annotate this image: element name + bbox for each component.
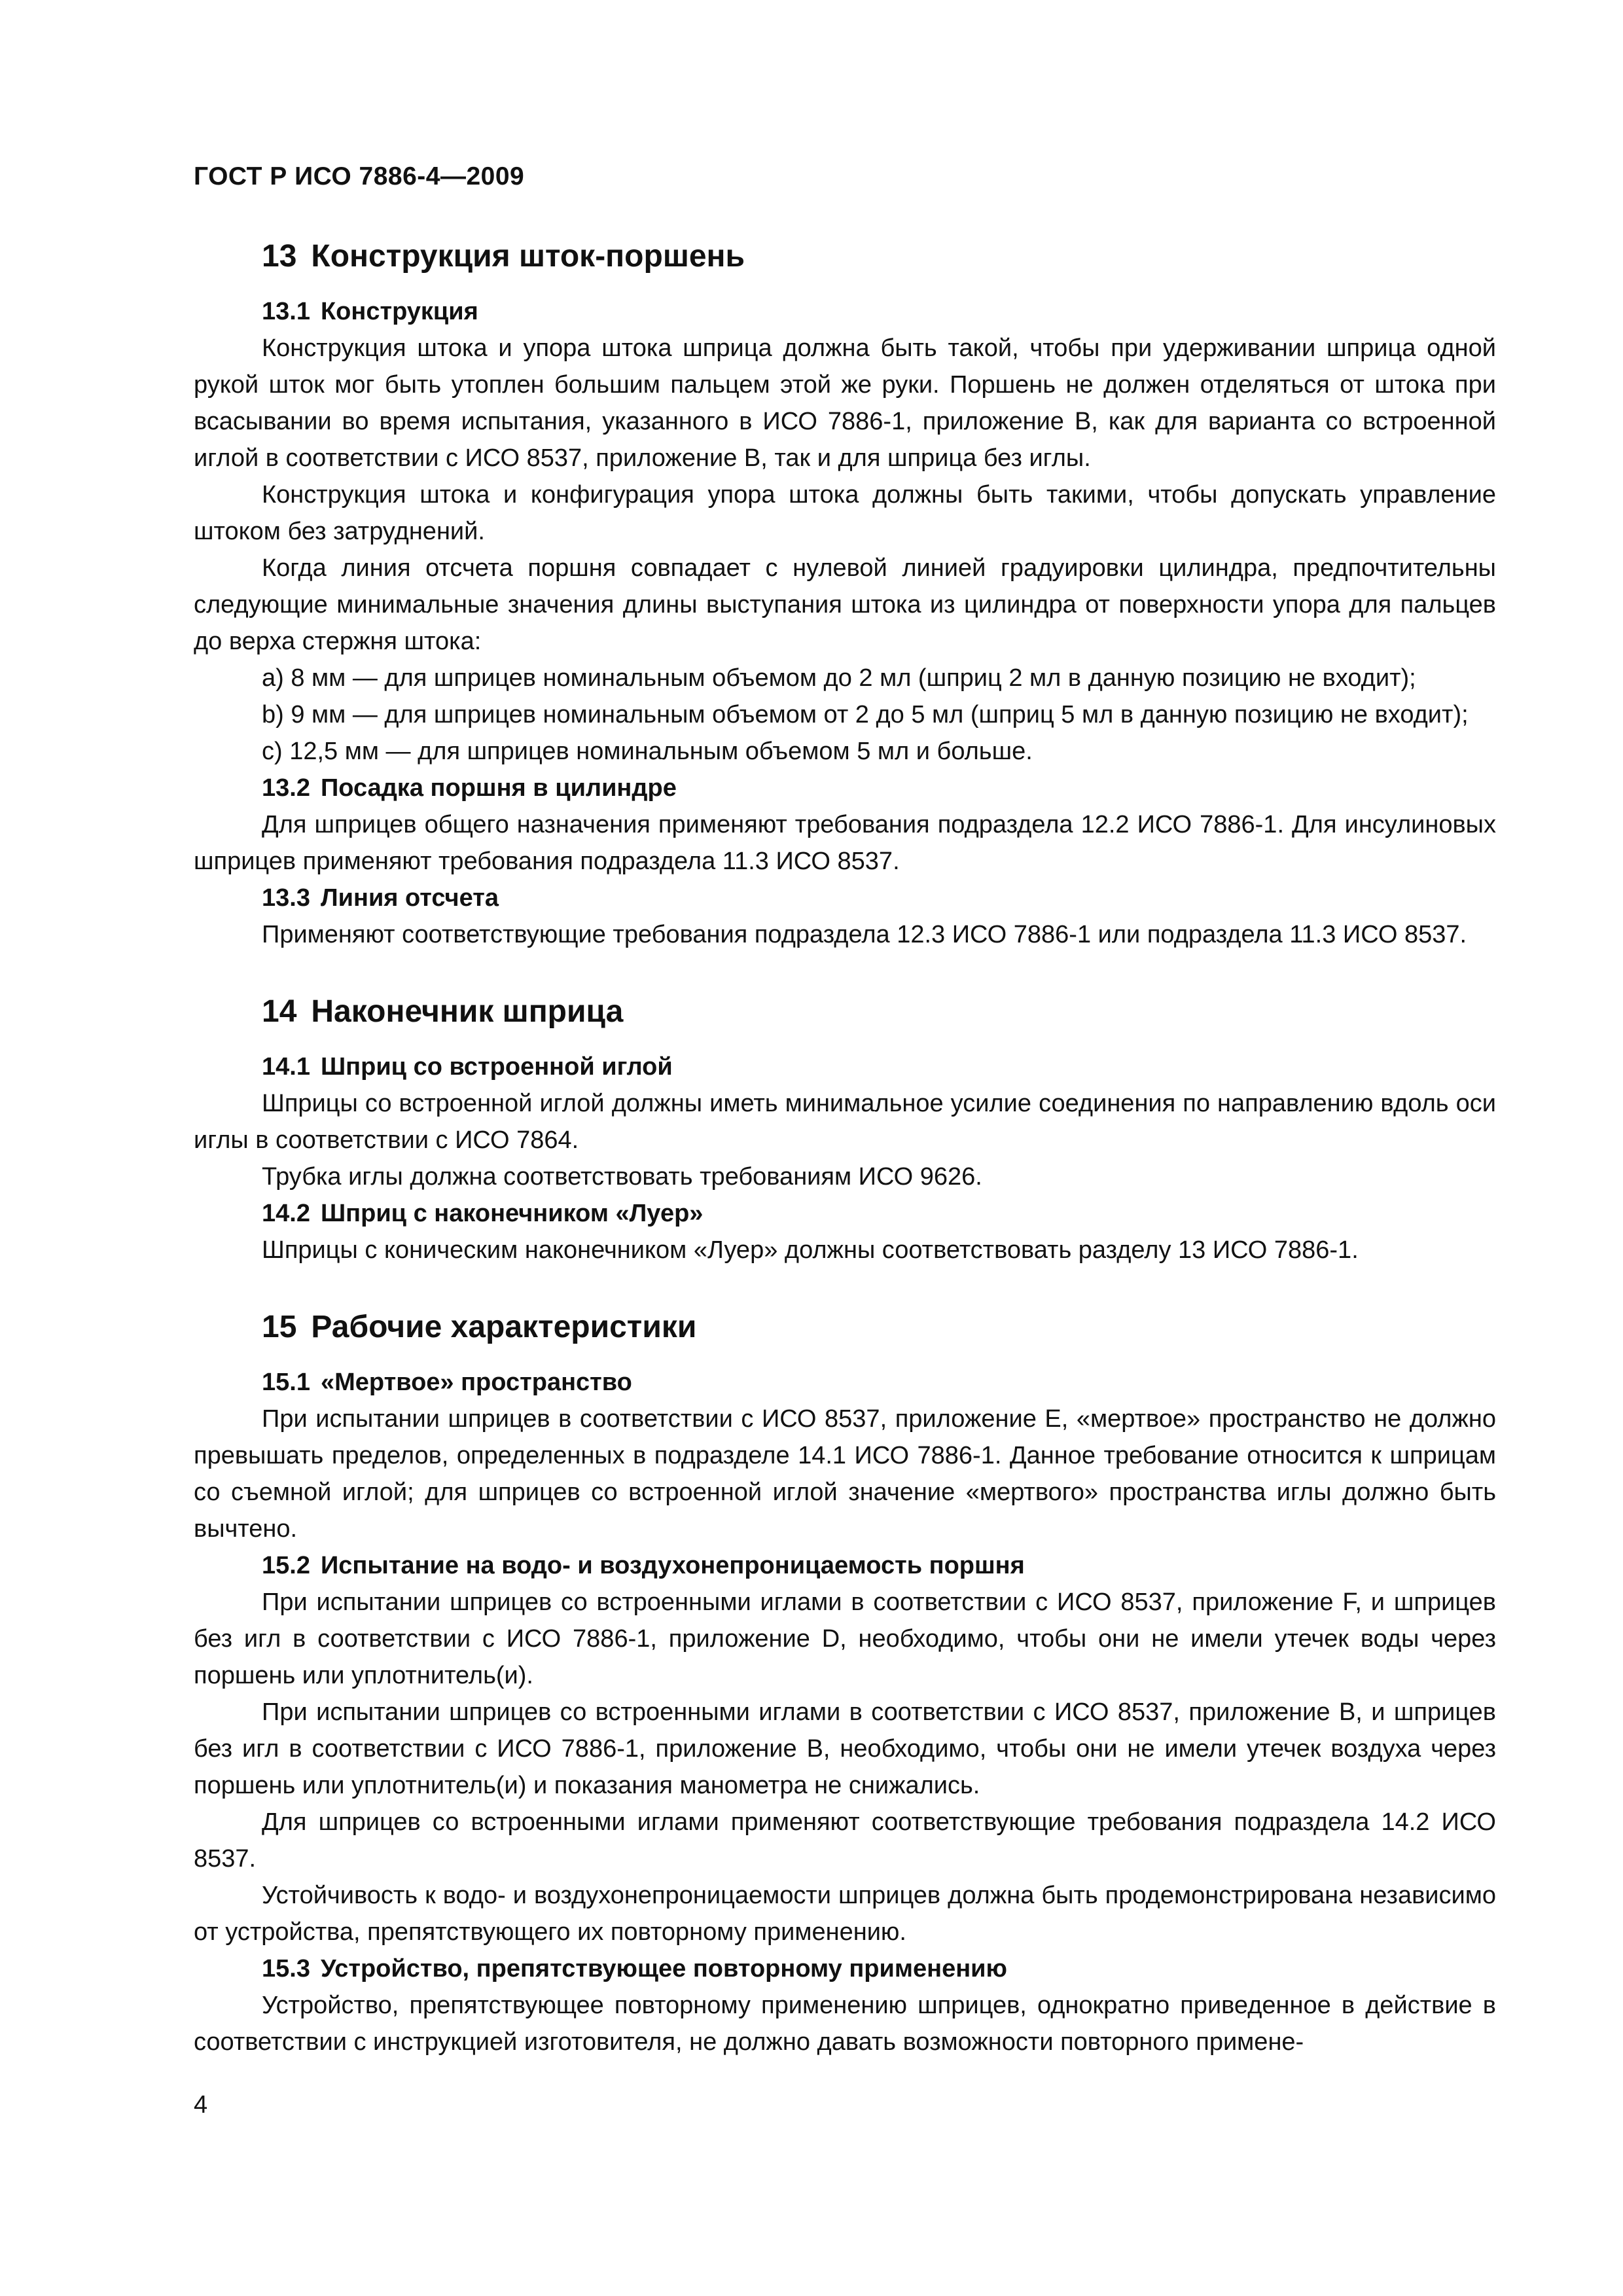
subsection-15-1-title	[194, 1364, 1496, 1401]
section-number: 15	[262, 1310, 297, 1344]
section-13-title	[194, 236, 1496, 278]
section-number: 14	[262, 994, 297, 1029]
section-15-title	[194, 1306, 1496, 1348]
paragraph: Шприцы с коническим наконечником «Луер» должны соответствовать разделу 13 ИСО 7886-1.	[262, 1236, 1359, 1264]
subsection-title-text: Шприц со встроенной иглой	[320, 1053, 673, 1081]
subsection-title-text: Конструкция	[320, 298, 478, 325]
subsection-number: 13.2	[262, 774, 310, 802]
page-number: 4	[194, 2091, 208, 2119]
list-item-c: c) 12,5 мм — для шприцев номинальным объемом 5 мл и больше.	[262, 738, 1033, 765]
paragraph: При испытании шприцев в соответствии с ИСО 8537, приложение Е, «мертвое» пространство не должно превышать пределов, определенных в подразделе 14.1 ИСО 7886-1. Данное требование относится к шприцам со съемной иглой; для шприцев со встроенной иглой значение «мертвого» пространства иглы должно быть вычтено.	[194, 1405, 1496, 1543]
subsection-number: 13.1	[262, 298, 310, 325]
subsection-14-1-title	[194, 1049, 1496, 1085]
section-title-text: Конструкция шток-поршень	[311, 239, 745, 274]
section-title-text: Рабочие характеристики	[311, 1310, 697, 1344]
paragraph: Для шприцев со встроенными иглами применяют соответствующие требования подраздела 14.2 ИСО 8537.	[194, 1808, 1496, 1873]
subsection-15-2-title	[194, 1547, 1496, 1584]
paragraph: Применяют соответствующие требования подраздела 12.3 ИСО 7886-1 или подраздела 11.3 ИСО 8537.	[262, 921, 1467, 948]
section-14-title	[194, 991, 1496, 1033]
list-item-a: a) 8 мм — для шприцев номинальным объемом до 2 мл (шприц 2 мл в данную позицию не входит);	[262, 664, 1416, 692]
subsection-title-text: Линия отсчета	[320, 884, 499, 912]
subsection-title-text: Испытание на водо- и воздухонепроницаемость поршня	[320, 1552, 1025, 1579]
subsection-number: 15.3	[262, 1955, 310, 1982]
subsection-number: 13.3	[262, 884, 310, 912]
paragraph: Трубка иглы должна соответствовать требованиям ИСО 9626.	[262, 1163, 982, 1191]
subsection-number: 15.1	[262, 1369, 310, 1396]
subsection-title-text: Шприц с наконечником «Луер»	[320, 1200, 704, 1227]
paragraph: Для шприцев общего назначения применяют требования подраздела 12.2 ИСО 7886-1. Для инсулиновых шприцев применяют требования подраздела 11.3 ИСО 8537.	[194, 811, 1496, 875]
page-content	[194, 236, 1496, 2060]
paragraph: При испытании шприцев со встроенными иглами в соответствии с ИСО 8537, приложение F, и шприцев без игл в соответствии с ИСО 7886-1, приложение D, необходимо, чтобы они не имели утечек воды через поршень или уплотнитель(и).	[194, 1588, 1496, 1689]
subsection-title-text: Посадка поршня в цилиндре	[320, 774, 677, 802]
section-number: 13	[262, 239, 297, 274]
paragraph: Шприцы со встроенной иглой должны иметь минимальное усилие соединения по направлению вдоль оси иглы в соответствии с ИСО 7864.	[194, 1090, 1496, 1154]
subsection-title-text: Устройство, препятствующее повторному применению	[320, 1955, 1007, 1982]
paragraph: Конструкция штока и упора штока шприца должна быть такой, чтобы при удерживании шприца одной рукой шток мог быть утоплен большим пальцем этой же руки. Поршень не должен отделяться от штока при всасывании во время испытания, указанного в ИСО 7886-1, приложение В, как для варианта со встроенной иглой в соответствии с ИСО 8537, приложение В, так и для шприца без иглы.	[194, 334, 1496, 472]
subsection-number: 14.1	[262, 1053, 310, 1081]
paragraph: Устройство, препятствующее повторному применению шприцев, однократно приведенное в действие в соответствии с инструкцией изготовителя, не должно давать возможности повторного примене-	[194, 1992, 1496, 2056]
section-title-text: Наконечник шприца	[311, 994, 624, 1029]
subsection-13-1-title	[194, 293, 1496, 330]
subsection-13-3-title	[194, 880, 1496, 916]
subsection-number: 14.2	[262, 1200, 310, 1227]
subsection-14-2-title	[194, 1195, 1496, 1232]
standard-code-header: ГОСТ Р ИСО 7886-4—2009	[194, 162, 525, 190]
subsection-number: 15.2	[262, 1552, 310, 1579]
paragraph: При испытании шприцев со встроенными иглами в соответствии с ИСО 8537, приложение В, и шприцев без игл в соответствии с ИСО 7886-1, приложение В, необходимо, чтобы они не имели утечек воздуха через поршень или уплотнитель(и) и показания манометра не снижались.	[194, 1698, 1496, 1799]
list-item-b: b) 9 мм — для шприцев номинальным объемом от 2 до 5 мл (шприц 5 мл в данную позицию не входит);	[262, 701, 1469, 728]
subsection-title-text: «Мертвое» пространство	[320, 1369, 632, 1396]
paragraph: Устойчивость к водо- и воздухонепроницаемости шприцев должна быть продемонстрирована независимо от устройства, препятствующего их повторному применению.	[194, 1882, 1496, 1946]
paragraph: Конструкция штока и конфигурация упора штока должны быть такими, чтобы допускать управление штоком без затруднений.	[194, 481, 1496, 545]
subsection-15-3-title	[194, 1950, 1496, 1987]
subsection-13-2-title	[194, 770, 1496, 806]
paragraph: Когда линия отсчета поршня совпадает с нулевой линией градуировки цилиндра, предпочтительны следующие минимальные значения длины выступания штока из цилиндра от поверхности упора для пальцев до верха стержня штока:	[194, 554, 1496, 655]
